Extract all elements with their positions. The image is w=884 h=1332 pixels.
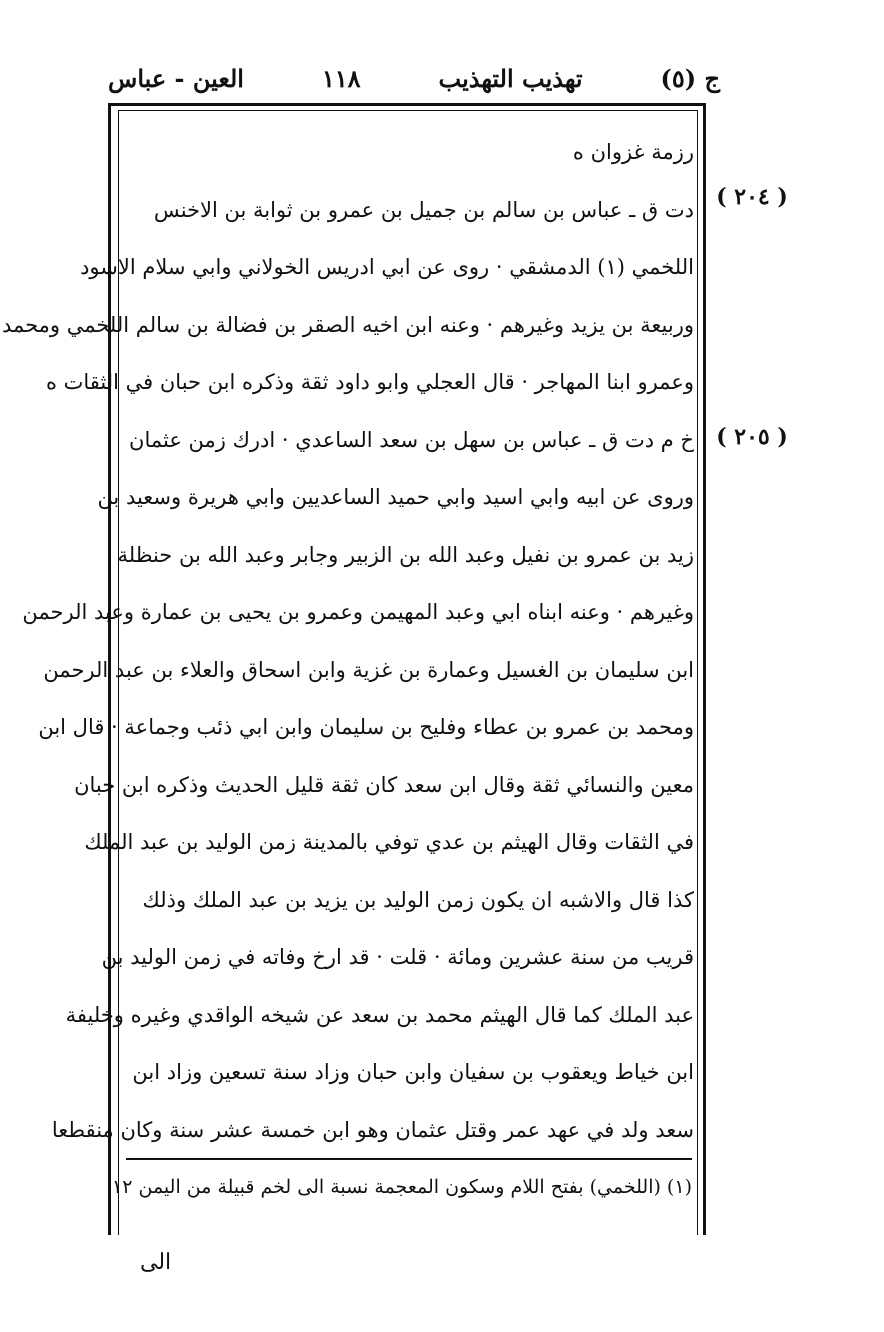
text-line: رزمة غزوان ه	[572, 140, 694, 164]
text-line: عبد الملك كما قال الهيثم محمد بن سعد عن شيخه الواقدي وغيره وخليفة	[65, 1002, 694, 1027]
text-line: كذا قال والاشبه ان يكون زمن الوليد بن يزيد بن عبد الملك وذلك	[142, 887, 694, 912]
text-line: في الثقات وقال الهيثم بن عدي توفي بالمدينة زمن الوليد بن عبد الملك	[84, 830, 694, 854]
text-line: ابن خياط ويعقوب بن سفيان وابن حبان وزاد سنة تسعين وزاد ابن	[132, 1060, 694, 1084]
header-volume: ج (٥)	[660, 63, 720, 93]
entry-number: ( ٢٠٥ )	[716, 424, 788, 450]
main-text	[1, 124, 694, 1159]
text-line: سعد ولد في عهد عمر وقتل عثمان وهو ابن خمسة عشر سنة وكان منقطعا	[51, 1117, 694, 1142]
entry-number: ( ٢٠٤ )	[716, 184, 788, 210]
footnote-divider	[126, 1158, 692, 1160]
header-page-number: ١١٨	[321, 63, 361, 93]
text-line: دت ق ـ عباس بن سالم بن جميل بن عمرو بن ثوابة بن الاخنس	[153, 197, 694, 222]
text-line: وروى عن ابيه وابي اسيد وابي حميد الساعديين وابي هريرة وسعيد بن	[97, 485, 694, 509]
text-line: وغيرهم · وعنه ابناه ابي وعبد المهيمن وعمرو بن يحيى بن عمارة وعبد الرحمن	[22, 600, 694, 624]
text-line: وعمرو ابنا المهاجر · قال العجلي وابو داود ثقة وذكره ابن حبان في الثقات ه	[45, 370, 694, 394]
text-line: وربيعة بن يزيد وغيرهم · وعنه ابن اخيه الصقر بن فضالة بن سالم اللخمي ومحمد	[1, 312, 694, 337]
text-line: ابن سليمان بن الغسيل وعمارة بن غزية وابن اسحاق والعلاء بن عبد الرحمن	[43, 657, 694, 682]
catchword: الى	[140, 1250, 172, 1275]
text-line: معين والنسائي ثقة وقال ابن سعد كان ثقة قليل الحديث وذكره ابن حبان	[74, 772, 694, 797]
header-book-title: تهذيب التهذيب	[438, 63, 583, 93]
text-line: ومحمد بن عمرو بن عطاء وفليح بن سليمان وابن ابي ذئب وجماعة · قال ابن	[38, 715, 694, 739]
running-header	[108, 56, 720, 100]
text-line: زيد بن عمرو بن نفيل وعبد الله بن الزبير وجابر وعبد الله بن حنظلة	[117, 542, 694, 567]
footnote: (١) (اللخمي) بفتح اللام وسكون المعجمة نسبة الى لخم قبيلة من اليمن ١٢	[112, 1176, 692, 1198]
header-section: العين - عباس	[108, 63, 244, 93]
text-line: خ م دت ق ـ عباس بن سهل بن سعد الساعدي · ادرك زمن عثمان	[129, 427, 694, 452]
text-line: اللخمي (١) الدمشقي · روى عن ابي ادريس الخولاني وابي سلام الاسود	[80, 255, 694, 279]
text-line: قريب من سنة عشرين ومائة · قلت · قد ارخ وفاته في زمن الوليد بن	[101, 945, 694, 969]
